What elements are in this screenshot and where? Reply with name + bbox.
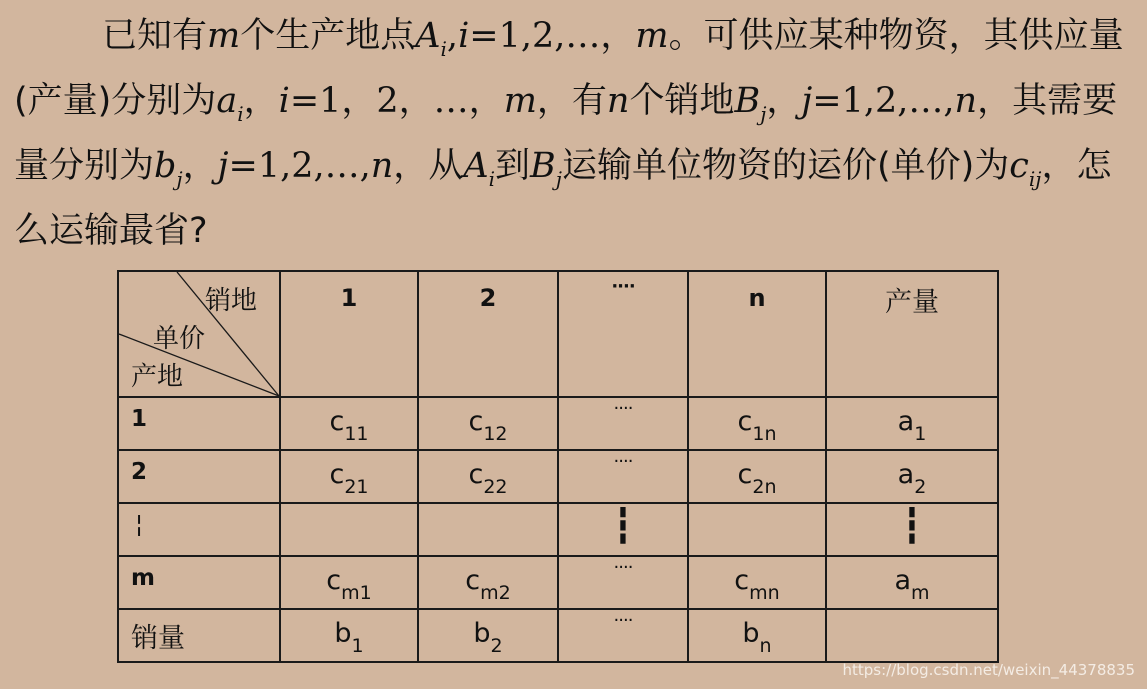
table-cell [558,556,688,609]
row-label-cell [118,397,280,450]
row-label-cell [118,503,280,556]
cell-value: ···· [613,557,633,578]
row-label: ¦ [135,510,144,538]
col-header-label: 1 [340,284,358,312]
table-cell [688,609,826,662]
subscript: j [555,167,562,191]
text-segment: ， [243,81,279,121]
subscript: ij [1028,167,1042,191]
cell-value: $c_{1n}$ [737,406,777,445]
table-cell [826,503,998,556]
cell-value: $c_{12}$ [468,406,508,445]
table-cell [558,450,688,503]
row-label: 1 [131,406,148,432]
table-row [118,450,998,503]
col-header [280,271,418,397]
var-j: j [217,146,229,186]
row-label-cell [118,450,280,503]
var-m: m [503,81,537,121]
text-segment: =1，2，…， [289,81,504,121]
subscript: i [237,102,244,126]
subscript: j [760,102,767,126]
table-cell [826,556,998,609]
cell-value: $b_2$ [473,618,503,657]
var-A: A [463,146,489,186]
cell-value: $b_1$ [334,618,364,657]
text-segment: =1,2,…, [228,146,371,186]
subscript: i [488,167,495,191]
text-segment: 个销地 [629,81,735,121]
cell-value: $a_1$ [897,406,927,445]
table-cell [688,397,826,450]
table-cell [418,503,558,556]
row-label-cell [118,556,280,609]
table-cell [280,609,418,662]
text-segment: 。可供应某种物资，其供应量(产量)分别为 [14,16,1124,121]
corner-label-destination: 销地 [205,286,258,316]
cell-value: $c_{m2}$ [465,565,511,604]
row-label: 2 [131,459,148,485]
table-cell [280,397,418,450]
cell-value: $a_2$ [897,459,927,498]
col-header-label: 2 [479,284,497,312]
text-segment: 到 [495,146,531,186]
header-row [118,271,998,397]
table-cell [280,556,418,609]
col-header [826,271,998,397]
corner-cell [118,271,280,397]
table-row [118,556,998,609]
table-cell [826,609,998,662]
table-cell [688,450,826,503]
text-segment: ，从 [393,146,464,186]
var-n: n [606,81,630,121]
var-B: B [734,81,761,121]
var-A: A [415,16,441,56]
row-label-cell [118,609,280,662]
cell-value: ···· [613,451,633,472]
cell-value: $c_{m1}$ [326,565,372,604]
text-segment: , [446,16,459,56]
cell-value: ┇ [612,506,634,546]
corner-label-origin: 产地 [131,362,184,392]
table-cell [558,397,688,450]
text-segment: 已知有 [102,16,208,56]
table-cell [688,503,826,556]
var-B: B [530,146,556,186]
text-segment: ，有 [536,81,607,121]
table-cell [418,609,558,662]
var-c: c [1009,146,1029,186]
text-segment: ， [182,146,218,186]
cell-value: $c_{2n}$ [737,459,777,498]
var-i: i [278,81,290,121]
subscript: i [440,37,447,61]
col-header-label: ···· [611,276,635,297]
table-row-ellipsis [118,503,998,556]
table-cell [280,503,418,556]
text-segment: 运输单位物资的运价(单价)为 [561,146,1010,186]
var-m: m [207,16,241,56]
table-row [118,397,998,450]
col-header-label: n [748,284,766,312]
row-label: 销量 [131,623,185,654]
cell-value: $c_{11}$ [329,406,369,445]
cell-value: $c_{22}$ [468,459,508,498]
table-row-sales [118,609,998,662]
var-j: j [801,81,813,121]
text-segment: ，怎么运输最省? [14,146,1112,251]
var-n: n [370,146,394,186]
cell-value: $a_m$ [894,565,930,604]
cell-value: $b_n$ [742,618,772,657]
var-a: a [216,81,238,121]
table-cell [826,450,998,503]
cell-value: ···· [613,398,633,419]
cell-value: ···· [613,610,633,631]
col-header-label: 产量 [885,287,939,318]
table-cell [418,450,558,503]
corner-label-unit-price: 单价 [153,324,206,354]
text-segment: =1,2,…， [469,16,636,56]
cell-value: ┇ [901,506,923,546]
text-segment: ，其需要量分别为 [14,81,1118,186]
table-cell [418,556,558,609]
table-cell [558,609,688,662]
text-segment: ， [766,81,802,121]
transport-table [117,270,999,663]
table-cell [558,503,688,556]
var-m: m [635,16,669,56]
var-i: i [458,16,470,56]
watermark: https://blog.csdn.net/weixin_44378835 [842,661,1135,679]
table-cell [280,450,418,503]
text-segment: =1,2,…, [812,81,955,121]
cell-value: $c_{mn}$ [734,565,780,604]
var-b: b [154,146,177,186]
col-header [418,271,558,397]
problem-statement [14,10,1134,257]
table-cell [688,556,826,609]
cell-value: $c_{21}$ [329,459,369,498]
col-header [688,271,826,397]
table-cell [826,397,998,450]
text-segment: 个生产地点 [240,16,416,56]
table-cell [418,397,558,450]
row-label: m [131,565,155,591]
var-n: n [954,81,978,121]
subscript: j [176,167,183,191]
col-header [558,271,688,397]
